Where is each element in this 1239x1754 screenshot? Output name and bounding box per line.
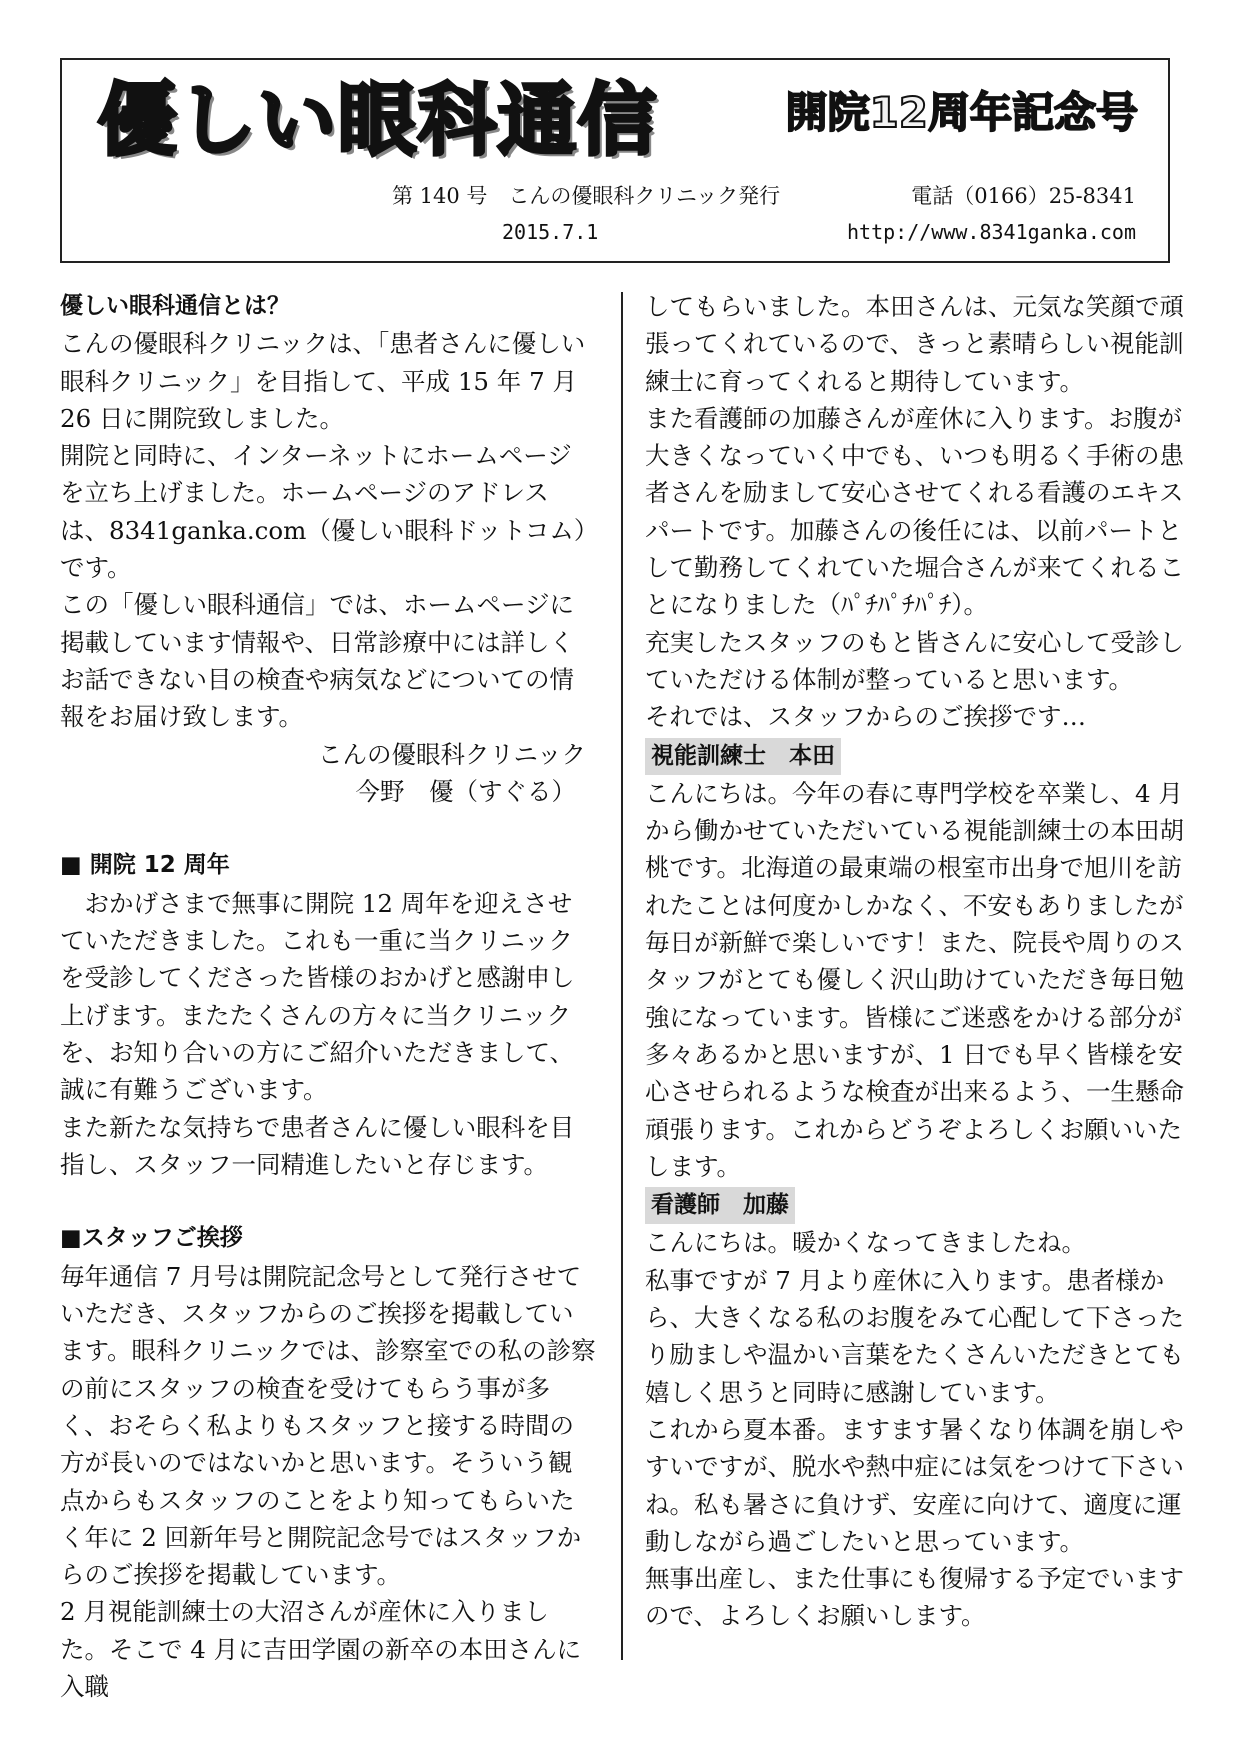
newsletter-title: 優しい眼科通信 (98, 76, 659, 166)
continued-paragraph-4: それでは、スタッフからのご挨拶です… (645, 702, 1086, 732)
column-divider (621, 292, 623, 1660)
anniversary-paragraph-2: また新たな気持ちで患者さんに優しい眼科を目指し、スタッフ一同精進したいと存じます。 (60, 1112, 575, 1179)
phone-number: 電話（0166）25-8341 (911, 184, 1136, 208)
right-column (645, 288, 1193, 1635)
kato-paragraph-1: こんにちは。暖かくなってきましたね。 (645, 1228, 1086, 1258)
issue-line (392, 180, 1136, 210)
intro-paragraph-3: この「優しい眼科通信」では、ホームページに掲載しています情報や、日常診療中には詳しくお話できない目の検査や病気などについての情報をお届け致します。 (60, 590, 575, 732)
left-column (60, 288, 596, 1705)
staff-label-kato: 看護師 加藤 (645, 1187, 795, 1224)
masthead-box (60, 58, 1170, 263)
honda-greeting: こんにちは。今年の春に専門学校を卒業し、4 月から働かせていただいている視能訓練士の本田胡桃です。北海道の最東端の根室市出身で旭川を訪れたことは何度かしかなく、不安もありましたが毎日が新鮮で楽しいです！また、院長や周りのスタッフがとても優しく沢山助けていただき毎日勉強になっています。皆様にご迷惑をかける部分が多々あるかと思いますが、1 日でも早く皆様を安心させられるような検査が出来るよう、一生懸命頑張ります。これからどうぞよろしくお願いいたします。 (645, 778, 1184, 1181)
signature-name: 今野 優（すぐる） (355, 776, 576, 806)
continued-paragraph-2: また看護師の加藤さんが産休に入ります。お腹が大きくなっていく中でも、いつも明るく手術の患者さんを励まして安心させてくれる看護のエキスパートです。加藤さんの後任には、以前パートとして勤務してくれていた堀合さんが来てくれることになりました（ﾊﾟﾁﾊﾟﾁﾊﾟﾁ）。 (645, 403, 1184, 620)
staff-paragraph-1: 毎年通信 7 月号は開院記念号として発行させていただき、スタッフからのご挨拶を掲載しています。眼科クリニックでは、診察室での私の診察の前にスタッフの検査を受けてもらう事が多く、おそらく私よりもスタッフと接する時間の方が長いのではないかと思います。そういう観点からもスタッフのことをより知ってもらいたく年に 2 回新年号と開院記念号ではスタッフからのご挨拶を掲載しています。 (60, 1261, 596, 1590)
anniversary-issue-label: 開院12周年記念号 (785, 88, 1138, 137)
issue-publisher: 第 140 号 こんの優眼科クリニック発行 (392, 184, 781, 208)
date-line (502, 220, 1136, 244)
continued-paragraph-3: 充実したスタッフのもと皆さんに安心して受診していただける体制が整っていると思います。 (645, 627, 1184, 694)
anniversary-heading: ■ 開院 12 周年 (60, 852, 230, 879)
staff-paragraph-2: 2 月視能訓練士の大沼さんが産休に入りました。そこで 4 月に吉田学園の新卒の本田さんに入職 (60, 1597, 582, 1701)
kato-paragraph-4: 無事出産し、また仕事にも復帰する予定でいますので、よろしくお願いします。 (645, 1564, 1184, 1631)
staff-greeting-heading: ■スタッフご挨拶 (60, 1225, 243, 1252)
signature-clinic: こんの優眼科クリニック (317, 739, 586, 769)
issue-date: 2015.7.1 (502, 220, 599, 244)
anniversary-paragraph-1: おかげさまで無事に開院 12 周年を迎えさせていただきました。これも一重に当クリニックを受診してくださった皆様のおかげと感謝申し上げます。またたくさんの方々に当クリニックを、お知り合いの方にご紹介いただきまして、誠に有難うございます。 (60, 888, 575, 1105)
continued-paragraph-1: してもらいました。本田さんは、元気な笑顔で頑張ってくれているので、きっと素晴らしい視能訓練士に育ってくれると期待しています。 (645, 292, 1184, 396)
staff-label-honda: 視能訓練士 本田 (645, 738, 841, 775)
website-url: http://www.8341ganka.com (847, 220, 1136, 244)
intro-paragraph-2: 開院と同時に、インターネットにホームページを立ち上げました。ホームページのアドレスは、8341ganka.com（優しい眼科ドットコム）です。 (60, 441, 587, 583)
kato-paragraph-2: 私事ですが 7 月より産休に入ります。患者様から、大きくなる私のお腹をみて心配して下さったり励ましや温かい言葉をたくさんいただきとても嬉しく思うと同時に感謝しています。 (645, 1265, 1184, 1407)
kato-paragraph-3: これから夏本番。ますます暑くなり体調を崩しやすいですが、脱水や熱中症には気をつけて下さいね。私も暑さに負けず、安産に向けて、適度に運動しながら過ごしたいと思っています。 (645, 1414, 1184, 1556)
intro-heading: 優しい眼科通信とは？ (60, 293, 290, 319)
intro-paragraph-1: こんの優眼科クリニックは、「患者さんに優しい眼科クリニック」を目指して、平成 15 年 7 月 26 日に開院致しました。 (60, 329, 586, 433)
